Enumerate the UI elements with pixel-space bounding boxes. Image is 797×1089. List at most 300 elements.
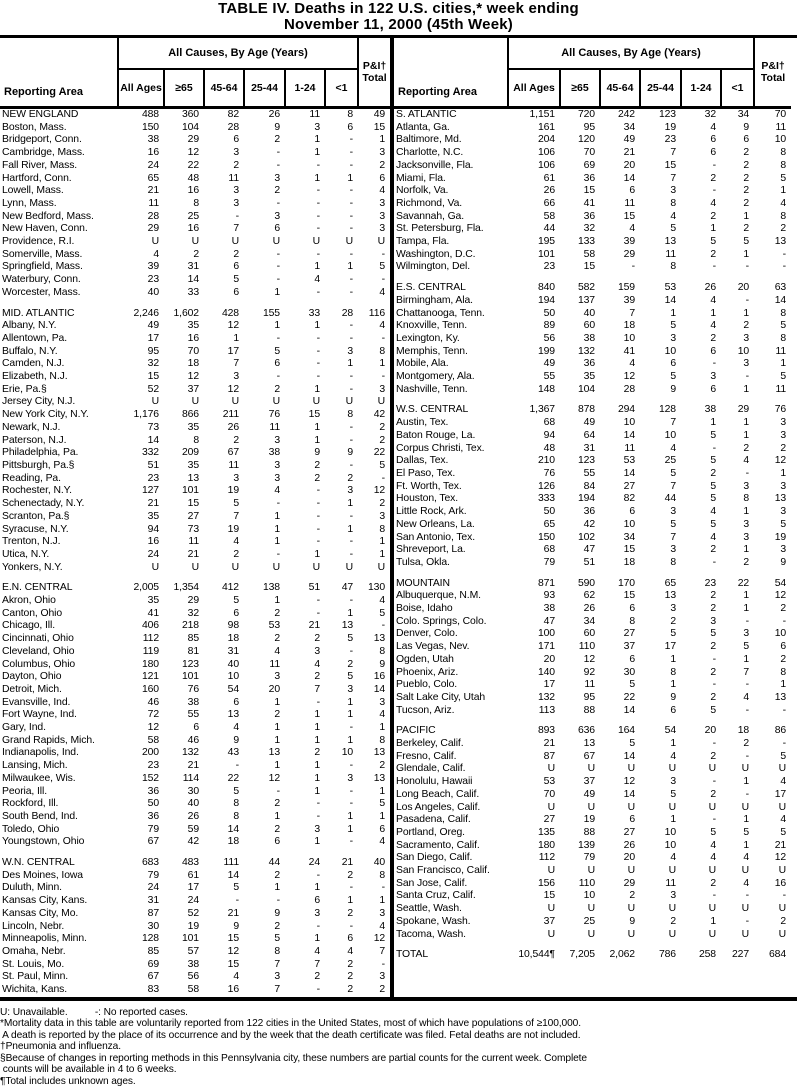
value-cell: 2: [347, 472, 354, 484]
value-cell: 49: [583, 417, 595, 429]
table-row: [394, 840, 791, 853]
reporting-area-cell: South Bend, Ind.: [2, 810, 78, 822]
value-cell: -: [712, 185, 716, 197]
value-cell: 27: [187, 510, 199, 522]
value-cell: 2: [710, 332, 716, 344]
value-cell: 37: [583, 776, 595, 788]
value-cell: U: [377, 561, 386, 573]
value-cell: 3: [670, 506, 676, 518]
value-cell: -: [316, 798, 320, 810]
table-row: [394, 692, 791, 705]
value-cell: 10: [664, 345, 676, 357]
value-cell: 137: [577, 294, 595, 306]
value-cell: 54: [774, 577, 787, 589]
reporting-area-cell: Los Angeles, Calif.: [396, 801, 481, 813]
value-cell: 43: [227, 747, 239, 759]
reporting-area-cell: Allentown, Pa.: [2, 332, 68, 344]
value-cell: 1: [743, 544, 750, 556]
value-cell: 10: [664, 429, 676, 441]
value-cell: 4: [670, 852, 676, 864]
reporting-area-cell: Toledo, Ohio: [2, 823, 60, 835]
table-row: [394, 532, 791, 545]
value-cell: 57: [187, 946, 199, 957]
table-row: [0, 358, 390, 371]
value-cell: 5: [743, 236, 750, 248]
section-gap-cell: [394, 396, 791, 404]
value-cell: 30: [147, 920, 159, 932]
value-cell: 8: [780, 307, 787, 319]
value-cell: 3: [233, 147, 239, 159]
reporting-area-cell: Reading, Pa.: [2, 472, 61, 484]
value-cell: -: [349, 159, 354, 171]
reporting-area-cell: Lowell, Mass.: [2, 185, 64, 197]
value-cell: 160: [141, 683, 159, 695]
reporting-area-cell: Bridgeport, Conn.: [2, 134, 82, 146]
value-cell: 6: [710, 147, 716, 159]
value-cell: U: [231, 236, 239, 248]
value-cell: 148: [537, 383, 555, 395]
table-row: [394, 705, 791, 718]
value-cell: 4: [743, 691, 750, 703]
value-cell: 13: [268, 747, 280, 759]
value-cell: 1: [379, 134, 386, 146]
value-cell: -: [349, 836, 354, 848]
value-cell: -: [276, 498, 280, 510]
value-cell: -: [381, 882, 386, 894]
value-cell: 54: [664, 725, 676, 737]
value-cell: 6: [670, 704, 676, 716]
value-cell: 14: [664, 294, 676, 306]
reporting-area-cell: Birmingham, Ala.: [396, 294, 473, 306]
value-cell: 5: [670, 467, 676, 479]
value-cell: 13: [774, 691, 787, 703]
reporting-area-cell: Erie, Pa.§: [2, 383, 47, 395]
value-cell: 2: [274, 823, 280, 835]
reporting-area-cell: Trenton, N.J.: [2, 536, 61, 548]
value-cell: 35: [147, 595, 159, 607]
value-cell: 86: [774, 725, 787, 737]
table-row: [0, 582, 390, 595]
value-cell: 4: [710, 294, 716, 306]
value-cell: 3: [670, 890, 676, 902]
value-cell: 130: [368, 582, 386, 594]
value-cell: 61: [543, 172, 555, 184]
value-cell: 1: [274, 882, 280, 894]
value-cell: 38: [268, 447, 280, 459]
value-cell: -: [316, 286, 320, 298]
value-cell: 3: [314, 907, 320, 919]
value-cell: 53: [268, 620, 280, 632]
value-cell: 66: [543, 197, 555, 209]
value-cell: 2: [233, 159, 239, 171]
value-cell: 50: [543, 506, 555, 518]
reporting-area-cell: Tulsa, Okla.: [396, 556, 450, 568]
value-cell: 68: [543, 544, 555, 556]
pi-total-label: Total: [760, 72, 786, 84]
value-cell: -: [316, 984, 320, 996]
value-cell: 3: [274, 172, 280, 184]
value-cell: -: [745, 294, 750, 306]
value-cell: 132: [577, 345, 595, 357]
value-cell: U: [547, 865, 555, 877]
value-cell: 44: [543, 223, 555, 235]
section-gap: [394, 941, 791, 949]
value-cell: 102: [577, 531, 595, 543]
value-cell: 4: [710, 320, 716, 332]
value-cell: 38: [187, 958, 199, 970]
value-cell: 35: [187, 421, 199, 433]
value-cell: -: [316, 358, 320, 370]
table-row: [0, 287, 390, 300]
value-cell: 1: [314, 882, 320, 894]
value-cell: 6: [629, 653, 635, 665]
value-cell: 13: [373, 747, 386, 759]
value-cell: 1: [379, 785, 386, 797]
value-cell: 40: [227, 658, 239, 670]
value-cell: 4: [710, 506, 716, 518]
value-cell: 170: [617, 577, 635, 589]
value-cell: 101: [181, 933, 199, 945]
value-cell: 1: [710, 915, 716, 927]
table-body-left: [0, 108, 390, 997]
value-cell: 2: [347, 971, 354, 983]
reporting-area-cell: PACIFIC: [396, 725, 436, 737]
table-row: [394, 890, 791, 903]
value-cell: 88: [583, 704, 595, 716]
value-cell: 2: [314, 633, 320, 645]
table-row: [0, 933, 390, 946]
table-row: [394, 763, 791, 776]
value-cell: 12: [373, 485, 386, 497]
table-row: [0, 160, 390, 173]
value-cell: 1,367: [529, 404, 555, 416]
value-cell: 69: [583, 159, 595, 171]
deaths-table-left: [0, 38, 390, 997]
table-row: [394, 865, 791, 878]
value-cell: 79: [583, 852, 595, 864]
value-cell: 4: [274, 485, 280, 497]
value-cell: 12: [583, 653, 595, 665]
value-cell: U: [272, 396, 280, 408]
reporting-area-cell: Lynn, Mass.: [2, 197, 57, 209]
value-cell: -: [745, 890, 750, 902]
value-cell: 11: [624, 442, 635, 454]
value-cell: 4: [743, 877, 750, 889]
value-cell: 65: [543, 518, 555, 530]
table-row: [394, 371, 791, 384]
value-cell: 48: [187, 172, 199, 184]
value-cell: 11: [665, 248, 676, 260]
value-cell: 29: [187, 595, 199, 607]
value-cell: 2: [780, 653, 787, 665]
reporting-area-cell: Columbus, Ohio: [2, 658, 76, 670]
value-cell: 1: [314, 709, 320, 721]
value-cell: 1: [274, 523, 280, 535]
value-cell: 52: [187, 907, 199, 919]
title-line1: TABLE IV. Deaths in 122 U.S. cities,* week ending: [218, 0, 579, 17]
reporting-area-cell: New Orleans, La.: [396, 518, 475, 530]
value-cell: 6: [379, 823, 386, 835]
value-cell: 161: [537, 121, 555, 133]
value-cell: 2: [670, 915, 676, 927]
reporting-area-cell: Portland, Oreg.: [396, 826, 465, 838]
value-cell: 1: [233, 332, 239, 344]
col-header-45-64: 45-64: [204, 69, 244, 108]
value-cell: 14: [147, 434, 159, 446]
value-cell: 8: [780, 159, 787, 171]
value-cell: -: [316, 345, 320, 357]
table-row: [0, 646, 390, 659]
value-cell: U: [708, 903, 716, 915]
table-row: [0, 946, 390, 959]
value-cell: 37: [623, 641, 635, 653]
value-cell: 2: [743, 223, 750, 235]
value-cell: 2: [743, 442, 750, 454]
reporting-area-cell: Providence, R.I.: [2, 236, 75, 248]
table-row: [0, 722, 390, 735]
value-cell: 58: [543, 210, 555, 222]
value-cell: 28: [227, 121, 239, 133]
value-cell: 7: [274, 958, 280, 970]
value-cell: 79: [147, 869, 159, 881]
reporting-area-cell: Syracuse, N.Y.: [2, 523, 69, 535]
table-row: [394, 654, 791, 667]
table-row: [0, 959, 390, 972]
value-cell: 1: [743, 429, 750, 441]
value-cell: 54: [227, 683, 239, 695]
value-cell: 2: [379, 421, 386, 433]
deaths-table: [0, 35, 797, 1001]
reporting-area-cell: W.S. CENTRAL: [396, 404, 469, 416]
value-cell: 120: [577, 134, 595, 146]
value-cell: 7: [314, 958, 320, 970]
value-cell: 26: [268, 109, 280, 120]
table-row: [0, 786, 390, 799]
reporting-area-cell: Salt Lake City, Utah: [396, 691, 486, 703]
value-cell: 53: [623, 455, 635, 467]
value-cell: 36: [583, 506, 595, 518]
value-cell: 21: [147, 185, 159, 197]
value-cell: 5: [347, 633, 354, 645]
table-row: [0, 485, 390, 498]
reporting-area-cell: TOTAL: [396, 949, 429, 961]
value-cell: 23: [147, 472, 159, 484]
reporting-area-cell: Wilmington, Del.: [396, 261, 471, 273]
table-row: [394, 903, 791, 916]
footnote-line: U: Unavailable. -: No reported cases.: [0, 1006, 188, 1018]
table-row: [0, 608, 390, 621]
value-cell: 294: [617, 404, 635, 416]
value-cell: 7: [314, 683, 320, 695]
reporting-area-cell: Las Vegas, Nev.: [396, 641, 470, 653]
value-cell: 5: [233, 274, 239, 286]
value-cell: 5: [780, 518, 787, 530]
table-row: [394, 493, 791, 506]
value-cell: 2: [743, 320, 750, 332]
value-cell: 22: [623, 691, 635, 703]
reporting-area-cell: Pasadena, Calif.: [396, 814, 471, 826]
value-cell: 209: [181, 447, 199, 459]
value-cell: 15: [373, 121, 386, 133]
value-cell: 10: [341, 747, 354, 759]
value-cell: -: [316, 485, 320, 497]
table-row: [0, 108, 390, 122]
table-row: [394, 185, 791, 198]
value-cell: 1: [743, 814, 750, 826]
table-row: [394, 333, 791, 346]
value-cell: 333: [537, 493, 555, 505]
value-cell: 150: [537, 531, 555, 543]
value-cell: -: [349, 548, 354, 560]
value-cell: 5: [710, 628, 716, 640]
value-cell: 133: [577, 236, 595, 248]
value-cell: 79: [543, 556, 555, 568]
value-cell: 55: [543, 371, 555, 383]
value-cell: 13: [664, 590, 676, 602]
value-cell: 2: [710, 666, 716, 678]
value-cell: 1: [314, 836, 320, 848]
value-cell: -: [276, 197, 280, 209]
value-cell: 19: [774, 531, 787, 543]
value-cell: 1: [379, 548, 386, 560]
value-cell: 8: [780, 332, 787, 344]
table-row: [0, 320, 390, 333]
value-cell: 19: [187, 920, 199, 932]
value-cell: U: [151, 561, 159, 573]
value-cell: 200: [141, 747, 159, 759]
value-cell: 95: [583, 691, 595, 703]
value-cell: U: [151, 396, 159, 408]
reporting-area-cell: Tucson, Ariz.: [396, 704, 455, 716]
value-cell: 49: [373, 109, 386, 120]
value-cell: -: [782, 261, 787, 273]
table-row: [394, 108, 791, 122]
value-cell: 16: [187, 223, 199, 235]
value-cell: 46: [147, 696, 159, 708]
value-cell: 9: [629, 915, 635, 927]
value-cell: 27: [623, 628, 635, 640]
value-cell: 39: [623, 294, 635, 306]
value-cell: 8: [670, 261, 676, 273]
value-cell: 47: [543, 615, 555, 627]
reporting-area-cell: Buffalo, N.Y.: [2, 345, 58, 357]
value-cell: 15: [583, 185, 595, 197]
value-cell: 1: [314, 434, 320, 446]
reporting-area-cell: Atlanta, Ga.: [396, 121, 450, 133]
table-row: [0, 747, 390, 760]
title-line2: November 11, 2000 (45th Week): [284, 16, 513, 33]
reporting-area-cell: Hartford, Conn.: [2, 172, 72, 184]
value-cell: 2: [379, 984, 386, 996]
value-cell: 8: [193, 434, 199, 446]
value-cell: 85: [187, 633, 199, 645]
value-cell: U: [741, 928, 750, 940]
value-cell: 4: [670, 442, 676, 454]
value-cell: 2: [710, 691, 716, 703]
value-cell: 22: [373, 447, 386, 459]
value-cell: 1,354: [173, 582, 199, 594]
value-cell: 21: [147, 498, 159, 510]
value-cell: U: [587, 865, 595, 877]
value-cell: 70: [543, 788, 555, 800]
value-cell: 29: [737, 404, 750, 416]
value-cell: 47: [341, 582, 354, 594]
value-cell: -: [381, 472, 386, 484]
reporting-area-cell: Corpus Christi, Tex.: [396, 442, 485, 454]
value-cell: 164: [617, 725, 635, 737]
value-cell: 2: [314, 472, 320, 484]
value-cell: 5: [629, 738, 635, 750]
value-cell: 1: [314, 548, 320, 560]
value-cell: 7: [743, 666, 750, 678]
value-cell: 3: [274, 434, 280, 446]
value-cell: 6: [743, 134, 750, 146]
value-cell: 1: [670, 814, 676, 826]
value-cell: 13: [227, 709, 239, 721]
value-cell: 155: [262, 307, 280, 319]
value-cell: 98: [227, 620, 239, 632]
section-gap: [0, 300, 390, 308]
value-cell: -: [276, 147, 280, 159]
value-cell: 13: [774, 236, 787, 248]
value-cell: 37: [187, 383, 199, 395]
value-cell: 36: [147, 785, 159, 797]
value-cell: -: [745, 915, 750, 927]
value-cell: 2: [347, 907, 354, 919]
reporting-area-cell: Pittsburgh, Pa.§: [2, 459, 75, 471]
table-row: [394, 160, 791, 173]
value-cell: 10: [664, 839, 676, 851]
table-row: [394, 751, 791, 764]
value-cell: 60: [583, 628, 595, 640]
table-row: [394, 949, 791, 962]
table-row: [0, 498, 390, 511]
reporting-area-cell: Knoxville, Tenn.: [396, 320, 467, 332]
value-cell: 5: [629, 679, 635, 691]
value-cell: U: [312, 396, 320, 408]
value-cell: 18: [227, 836, 239, 848]
reporting-area-cell: Fort Wayne, Ind.: [2, 709, 77, 721]
value-cell: U: [627, 928, 635, 940]
value-cell: 17: [664, 641, 676, 653]
value-cell: 4: [314, 274, 320, 286]
value-cell: 29: [623, 248, 635, 260]
value-cell: 2: [274, 633, 280, 645]
value-cell: 4: [710, 839, 716, 851]
value-cell: -: [782, 738, 787, 750]
value-cell: 34: [583, 615, 595, 627]
value-cell: -: [712, 776, 716, 788]
reporting-area-cell: Boise, Idaho: [396, 603, 453, 615]
section-gap: [0, 574, 390, 582]
value-cell: -: [349, 147, 354, 159]
value-cell: 204: [537, 134, 555, 146]
reporting-area-cell: Dayton, Ohio: [2, 671, 62, 683]
reporting-area-cell: Cambridge, Mass.: [2, 147, 85, 159]
value-cell: 70: [583, 147, 595, 159]
table-row: [394, 417, 791, 430]
table-row: [394, 455, 791, 468]
value-cell: 5: [233, 882, 239, 894]
reporting-area-cell: Elizabeth, N.J.: [2, 371, 68, 383]
table-row: [0, 147, 390, 160]
value-cell: 55: [187, 709, 199, 721]
value-cell: 2: [274, 383, 280, 395]
value-cell: 6: [274, 836, 280, 848]
value-cell: 12: [227, 946, 239, 957]
value-cell: -: [276, 274, 280, 286]
value-cell: 72: [147, 709, 159, 721]
